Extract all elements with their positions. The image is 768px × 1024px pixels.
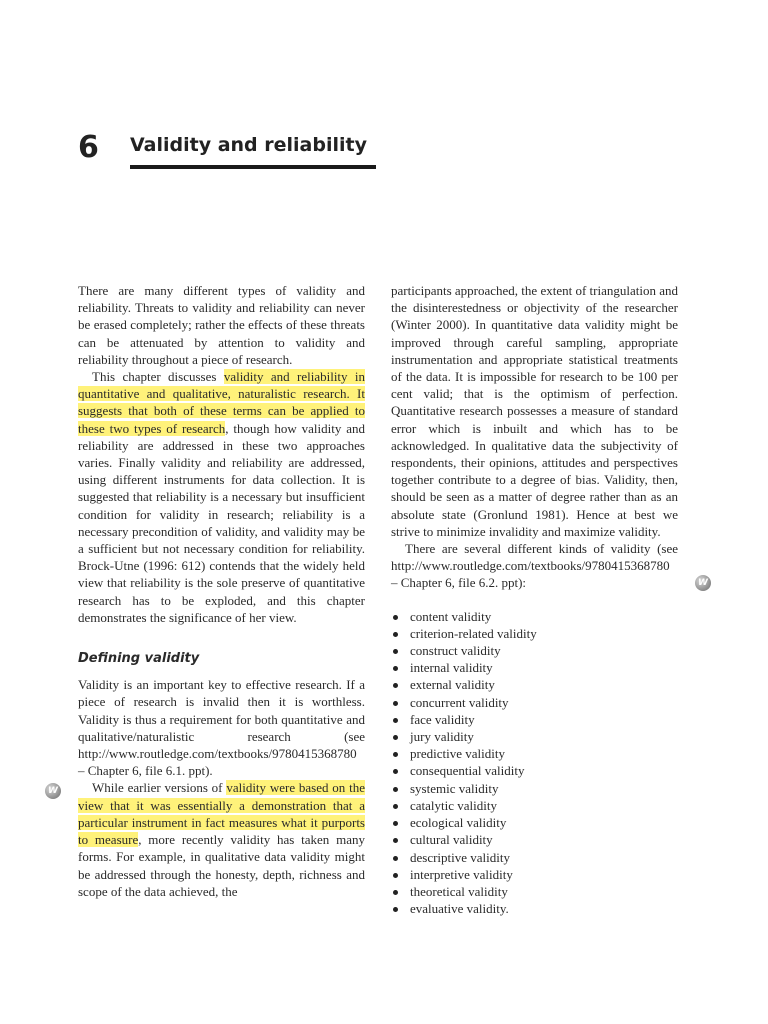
chapter-number: 6 (78, 130, 99, 165)
highlighted-text: validity were based on the view that it was essentially a demonstration that a particular instrument in fact measures what it purports to measure (78, 780, 365, 848)
chapter-title: Validity and reliability (130, 134, 367, 156)
web-resource-icon[interactable]: W (45, 783, 61, 799)
section-heading: Defining validity (78, 651, 200, 667)
paragraph-kinds-of-validity: There are several different kinds of validity (see http://www.routledge.com/textbooks/9780415368780 – Chapter 6, file 6.2. ppt): (391, 541, 678, 591)
paragraph-earlier-versions (78, 779, 365, 899)
list-item: ecological validity (391, 814, 678, 831)
list-item: jury validity (391, 728, 678, 745)
list-item: evaluative validity. (391, 900, 678, 917)
web-resource-icon[interactable]: W (695, 575, 711, 591)
list-item: consequential validity (391, 762, 678, 779)
list-item: content validity (391, 608, 678, 625)
list-item: internal validity (391, 659, 678, 676)
paragraph-validity-key: Validity is an important key to effective research. If a piece of research is invalid then it is worthless. Validity is thus a requirement for both quantitative and qualitative/naturalistic research (see http://www.routledge.com/textbooks/9780415368780 – Chapter 6, file 6.1. ppt). (78, 677, 365, 779)
list-item: theoretical validity (391, 883, 678, 900)
highlighted-text: validity and reliability in quantitative and qualitative, naturalistic research. It suggests that both of these terms can be applied to these two types of research (78, 369, 365, 436)
list-item: catalytic validity (391, 797, 678, 814)
right-column (391, 282, 678, 917)
text: While earlier versions of (92, 780, 227, 796)
left-column (78, 282, 365, 900)
list-item: descriptive validity (391, 849, 678, 866)
list-item: construct validity (391, 642, 678, 659)
paragraph-continued: participants approached, the extent of triangulation and the disinterestedness or objectivity of the researcher (Winter 2000). In quantitative data validity might be improved through careful sampling, appropriate instrumentation and appropriate statistical treatments of the data. It is impossible for research to be 100 per cent valid; that is the optimism of perfection. Quantitative research possesses a measure of standard error which is inbuilt and which has to be acknowledged. In qualitative data the subjectivity of respondents, their opinions, attitudes and perspectives together contribute to a degree of bias. Validity, then, should be seen as a matter of degree rather than as an absolute state (Gronlund 1981). Hence at best we strive to minimize invalidity and maximize validity. (391, 283, 678, 539)
title-rule (130, 165, 376, 169)
list-item: external validity (391, 676, 678, 693)
list-item: concurrent validity (391, 694, 678, 711)
validity-list (391, 608, 678, 918)
list-item: cultural validity (391, 831, 678, 848)
list-item: interpretive validity (391, 866, 678, 883)
text: This chapter discusses (92, 369, 224, 385)
list-item: predictive validity (391, 745, 678, 762)
list-item: criterion-related validity (391, 625, 678, 642)
text: , more recently validity has taken many forms. For example, in qualitative data validity might be addressed through the honesty, depth, richness and scope of the data achieved, the (78, 832, 365, 899)
list-item: face validity (391, 711, 678, 728)
paragraph-intro: There are many different types of validity and reliability. Threats to validity and reliability can never be erased completely; rather the effects of these threats can be attenuated by attention to validity and reliability throughout a piece of research. (78, 283, 365, 367)
list-item: systemic validity (391, 780, 678, 797)
paragraph-chapter-overview (78, 368, 365, 626)
text: , though how validity and reliability are addressed in these two approaches varies. Finally validity and reliability are addressed, using different instruments for data collection. It is suggested that reliability is a necessary but insufficient condition for validity in research; reliability is a necessary precondition of validity, and validity may be a sufficient but not necessary condition for reliability. Brock-Utne (1996: 612) contends that the widely held view that reliability is the sole preserve of quantitative research has to be exploded, and this chapter demonstrates the significance of her view. (78, 420, 365, 625)
